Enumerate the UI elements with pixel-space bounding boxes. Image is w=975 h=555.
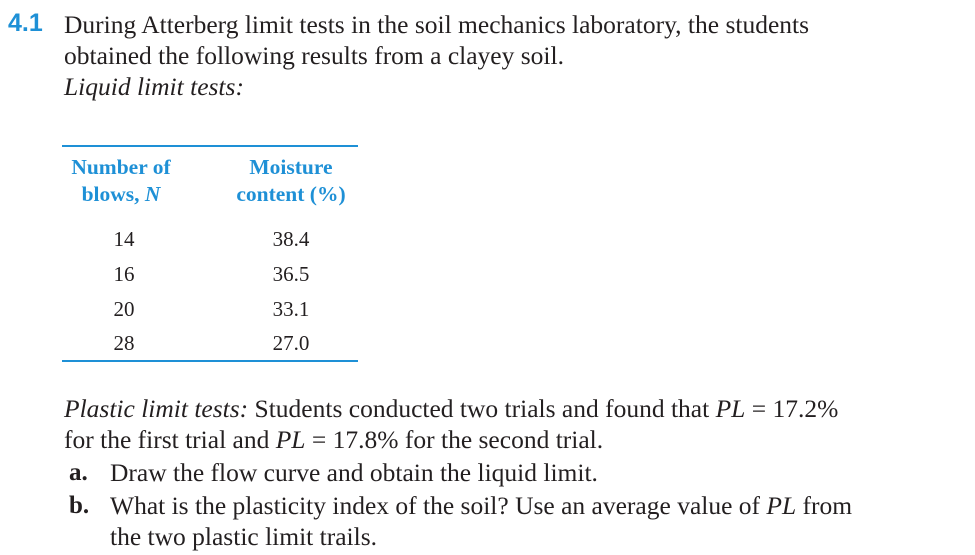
part-a-label: a. [69, 459, 88, 486]
header-blows-line2 [62, 181, 180, 208]
part-b-line1 [110, 490, 852, 522]
plastic-limit-heading: Plastic limit tests: [64, 394, 249, 423]
table-cell-blows: 14 [113, 227, 135, 251]
pl-value-1: = 17.2% [745, 394, 839, 423]
table-cell-blows: 28 [113, 331, 135, 355]
part-b-line2: the two plastic limit trails. [110, 522, 378, 551]
pl-symbol: PL [715, 394, 746, 423]
table-cell-moisture: 27.0 [272, 331, 310, 355]
problem-stem-line1: During Atterberg limit tests in the soil mechanics laboratory, the students [64, 10, 810, 39]
table-top-rule [62, 145, 358, 147]
header-blows-var: N [144, 182, 161, 206]
plastic-limit-line1 [64, 393, 838, 425]
header-moisture-line2: content (%) [236, 182, 346, 206]
table-cell-blows: 16 [113, 262, 135, 286]
part-b-text: What is the plasticity index of the soil? Use an average value of [110, 491, 767, 520]
pl-symbol: PL [275, 425, 306, 454]
table-cell-moisture: 33.1 [272, 297, 310, 321]
table-bottom-rule [62, 360, 358, 362]
table-header-blows [62, 154, 180, 208]
problem-number: 4.1 [8, 9, 43, 37]
part-b-label: b. [69, 492, 90, 519]
table-cell-moisture: 38.4 [272, 227, 310, 251]
part-b-text-end: from [796, 491, 853, 520]
problem-stem-line2: obtained the following results from a clayey soil. [64, 41, 564, 70]
table-cell-blows: 20 [113, 297, 135, 321]
plastic-limit-line2 [64, 424, 603, 456]
table-cell-moisture: 36.5 [272, 262, 310, 286]
liquid-limit-heading: Liquid limit tests: [64, 72, 244, 101]
header-blows-line1: Number of [71, 155, 171, 179]
header-moisture-line1: Moisture [249, 155, 333, 179]
plastic-text: Students conducted two trials and found that [248, 394, 716, 423]
pl-value-2: = 17.8% for the second trial. [305, 425, 604, 454]
part-a-text: Draw the flow curve and obtain the liquid limit. [110, 458, 598, 487]
plastic-text: for the first trial and [64, 425, 276, 454]
table-header-moisture [216, 154, 366, 208]
pl-symbol: PL [766, 491, 797, 520]
header-blows-text: blows, [81, 182, 145, 206]
